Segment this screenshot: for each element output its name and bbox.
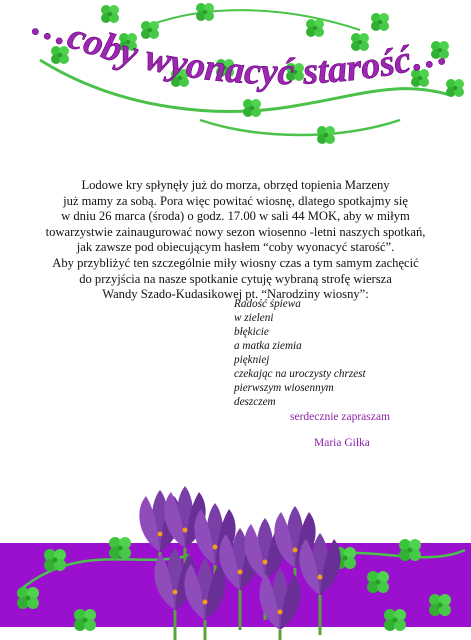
invitation-text [18, 178, 453, 303]
poem-line: błękicie [234, 326, 269, 338]
poem-line: Radość śpiewa [234, 298, 301, 310]
body-line: w dniu 26 marca (środa) o godz. 17.00 w sali 44 MOK, aby w miłym [61, 209, 410, 224]
body-line: Aby przybliżyć ten szczególnie miły wiosny czas a tym samym zachęcić [52, 255, 419, 270]
body-line: jak zawsze pod obiecującym hasłem “coby wyonacyć starość”. [76, 240, 395, 255]
poem-line: deszczem [234, 396, 276, 408]
body-line: Lodowe kry spłynęły już do morza, obrzęd topienia Marzeny [81, 178, 390, 192]
svg-text:…coby wyonacyć starość…: …coby wyonacyć starość… [26, 1, 452, 94]
poem-line: pierwszym wiosennym [234, 382, 334, 394]
crocus-flowers-illustration [0, 470, 471, 640]
poem-stanza [234, 297, 454, 409]
poem-line: a matka ziemia [234, 340, 302, 352]
body-line: Wandy Szado-Kudasikowej pt. “Narodziny wiosny”: [102, 287, 369, 302]
body-line: towarzystwie zainaugurować nowy sezon wiosenno -letni naszych spotkań, [45, 224, 426, 239]
poem-line: czekając na uroczysty chrzest [234, 368, 366, 380]
poem-line: piękniej [234, 354, 270, 366]
poem-line: w zieleni [234, 312, 274, 324]
body-line: już mamy za sobą. Pora więc powitać wiosnę, dlatego spotkajmy się [63, 193, 408, 208]
body-line: do przyjścia na nasze spotkanie cytuję wybraną strofę wiersza [79, 271, 392, 286]
page-title [0, 0, 471, 160]
signature: Maria Giłka [314, 437, 370, 449]
greeting: serdecznie zapraszam [290, 411, 390, 423]
